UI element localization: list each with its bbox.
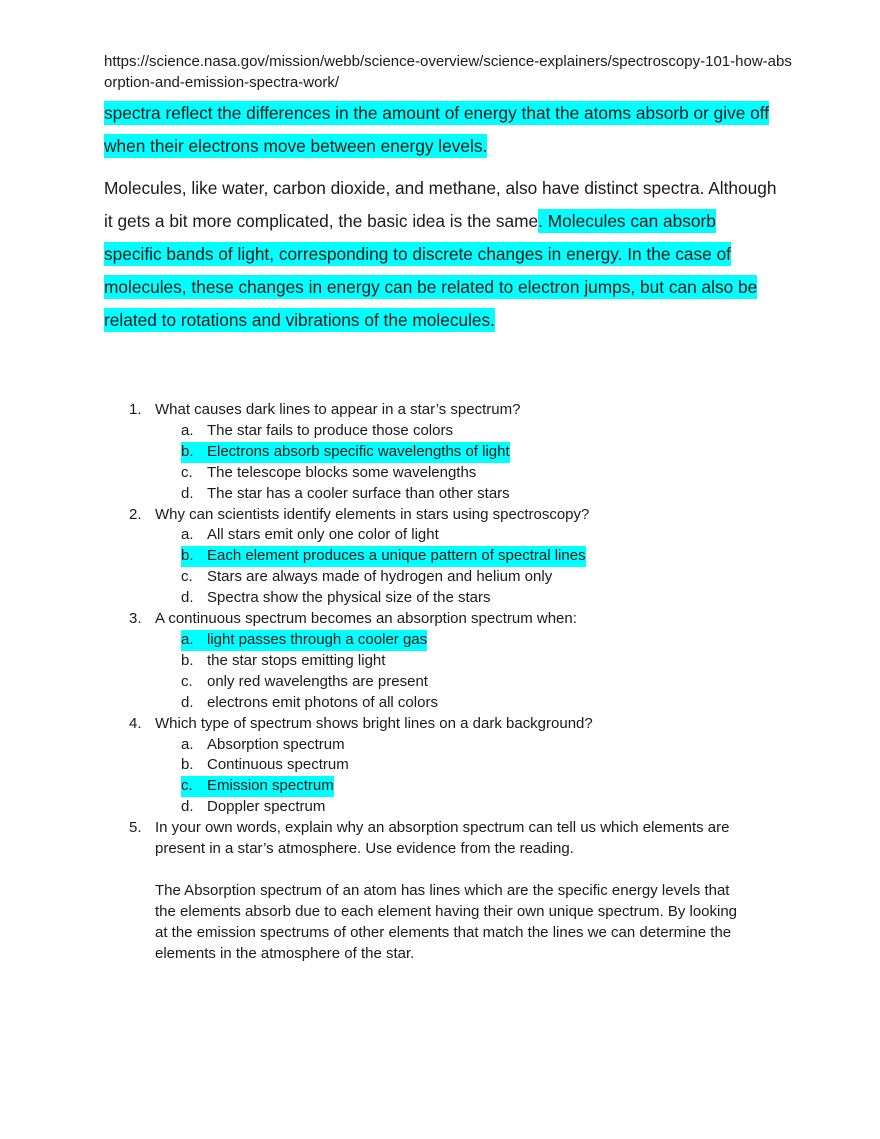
question-4 xyxy=(0,714,880,735)
paragraph-2 xyxy=(104,172,794,337)
option-letter: b. xyxy=(181,651,194,669)
option-letter: b. xyxy=(181,442,194,460)
option-4-c xyxy=(0,776,880,797)
option-letter: d. xyxy=(181,484,194,502)
paragraph-1 xyxy=(104,97,794,163)
option-text: All stars emit only one color of light xyxy=(207,526,439,544)
para2-line-5: related to rotations and vibrations of the molecules. xyxy=(104,310,495,330)
source-url[interactable]: https://science.nasa.gov/mission/webb/science-overview/science-explainers/spectroscopy-101-how-absorption-and-emission-spectra-work/ xyxy=(104,53,792,91)
question-text-line: present in a star’s atmosphere. Use evidence from the reading. xyxy=(155,840,574,858)
para2-line-2-highlight: . Molecules can absorb xyxy=(538,211,716,231)
option-letter: c. xyxy=(181,463,193,481)
question-text: A continuous spectrum becomes an absorption spectrum when: xyxy=(155,610,577,628)
option-letter: c. xyxy=(181,777,193,795)
question-text-line: In your own words, explain why an absorption spectrum can tell us which elements are xyxy=(155,819,730,837)
question-number: 2. xyxy=(129,505,142,523)
para1-line-2: when their electrons move between energy levels. xyxy=(104,136,488,156)
option-4-b xyxy=(0,755,880,776)
question-number: 3. xyxy=(129,610,142,628)
option-letter: a. xyxy=(181,526,194,544)
para2-line-3: specific bands of light, corresponding to discrete changes in energy. In the case of xyxy=(104,244,731,264)
option-letter: d. xyxy=(181,589,194,607)
option-letter: c. xyxy=(181,672,193,690)
para2-line-1: Molecules, like water, carbon dioxide, and methane, also have distinct spectra. Although xyxy=(104,178,777,198)
option-3-d xyxy=(0,693,880,714)
para2-line-2-plain: it gets a bit more complicated, the basic idea is the same xyxy=(104,211,539,231)
option-3-c xyxy=(0,672,880,693)
option-1-a xyxy=(0,421,880,442)
option-letter: c. xyxy=(181,568,193,586)
option-text: Continuous spectrum xyxy=(207,756,349,774)
question-text: Which type of spectrum shows bright lines on a dark background? xyxy=(155,714,593,732)
answer-line: elements in the atmosphere of the star. xyxy=(155,944,415,962)
question-text: Why can scientists identify elements in stars using spectroscopy? xyxy=(155,505,590,523)
option-letter: a. xyxy=(181,421,194,439)
option-1-c xyxy=(0,463,880,484)
option-3-b xyxy=(0,651,880,672)
answer-line: the elements absorb due to each element having their own unique spectrum. By looking xyxy=(155,902,738,920)
option-letter: d. xyxy=(181,798,194,816)
option-letter: b. xyxy=(181,756,194,774)
para2-line-4: molecules, these changes in energy can be related to electron jumps, but can also be xyxy=(104,277,758,297)
option-text: The star fails to produce those colors xyxy=(207,421,453,439)
option-letter: d. xyxy=(181,693,194,711)
question-number: 4. xyxy=(129,714,142,732)
option-text: electrons emit photons of all colors xyxy=(207,693,438,711)
question-5 xyxy=(0,818,880,860)
option-2-a xyxy=(0,525,880,546)
question-text: What causes dark lines to appear in a star’s spectrum? xyxy=(155,401,521,418)
option-letter: a. xyxy=(181,735,194,753)
option-letter: b. xyxy=(181,547,194,565)
option-text: Stars are always made of hydrogen and helium only xyxy=(207,568,553,586)
option-text: Absorption spectrum xyxy=(207,735,345,753)
question-2 xyxy=(0,505,880,526)
option-text: light passes through a cooler gas xyxy=(207,630,428,648)
option-text: Electrons absorb specific wavelengths of light xyxy=(207,442,510,460)
question-list xyxy=(0,400,880,964)
option-text: only red wavelengths are present xyxy=(207,672,428,690)
question-number: 5. xyxy=(129,819,142,837)
option-4-a xyxy=(0,735,880,756)
option-text: Emission spectrum xyxy=(207,777,334,795)
option-text: The telescope blocks some wavelengths xyxy=(207,463,477,481)
option-letter: a. xyxy=(181,630,194,648)
option-text: the star stops emitting light xyxy=(207,651,386,669)
question-1 xyxy=(0,400,880,421)
answer-response xyxy=(0,881,775,965)
option-1-b xyxy=(0,442,880,463)
option-text: The star has a cooler surface than other stars xyxy=(207,484,510,502)
para1-line-1: spectra reflect the differences in the amount of energy that the atoms absorb or give off xyxy=(104,103,770,123)
question-3 xyxy=(0,609,880,630)
option-text: Spectra show the physical size of the stars xyxy=(207,589,491,607)
question-number: 1. xyxy=(129,401,142,418)
answer-line: The Absorption spectrum of an atom has lines which are the specific energy levels that xyxy=(155,881,730,899)
option-4-d xyxy=(0,797,880,818)
option-3-a xyxy=(0,630,880,651)
option-2-d xyxy=(0,588,880,609)
option-2-b xyxy=(0,546,880,567)
option-1-d xyxy=(0,484,880,505)
answer-line: at the emission spectrums of other elements that match the lines we can determine the xyxy=(155,923,732,941)
option-text: Each element produces a unique pattern of spectral lines xyxy=(207,547,586,565)
option-2-c xyxy=(0,567,880,588)
option-text: Doppler spectrum xyxy=(207,798,326,816)
para2-line-2 xyxy=(104,205,794,238)
